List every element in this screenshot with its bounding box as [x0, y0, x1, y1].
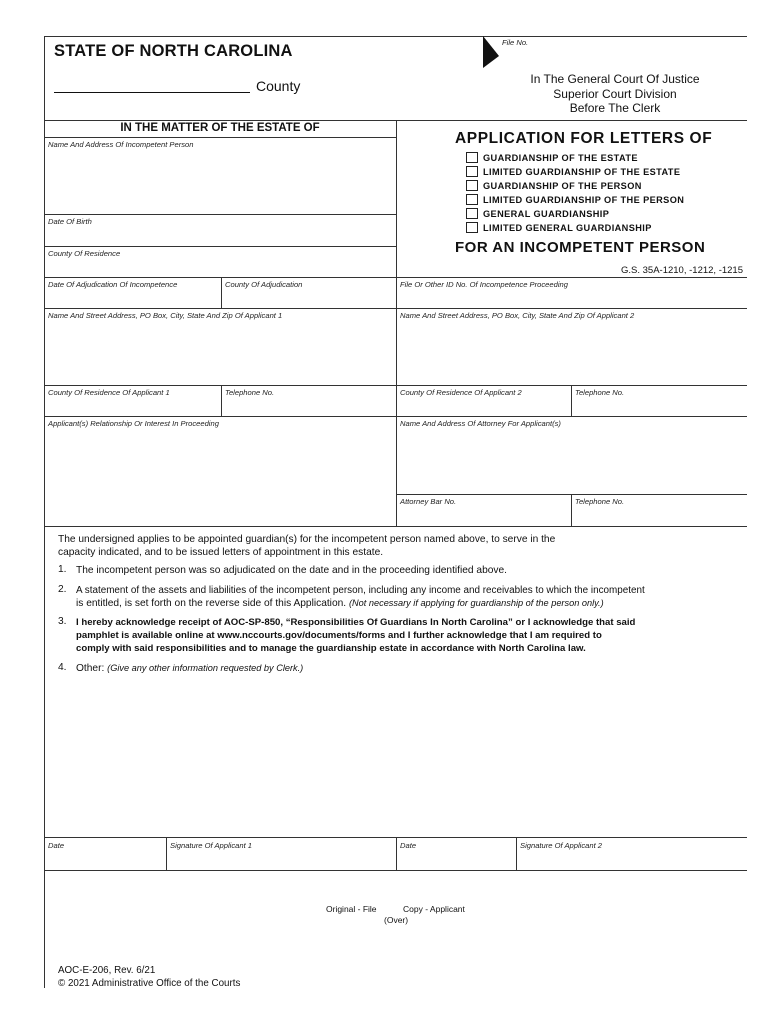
applicant1-phone-divider — [221, 385, 222, 416]
matter-title: IN THE MATTER OF THE ESTATE OF — [120, 122, 320, 134]
center-divider-lower — [396, 277, 397, 526]
relationship-row-line — [44, 416, 747, 417]
attorney-address-label: Name And Address Of Attorney For Applicant(s) — [400, 419, 561, 428]
signature-applicant-1-label: Signature Of Applicant 1 — [170, 841, 253, 850]
county-input-line[interactable] — [54, 92, 250, 93]
applicant2-county-label: County Of Residence Of Applicant 2 — [400, 388, 522, 397]
attorney-phone-label: Telephone No. — [575, 497, 625, 506]
option-label: GUARDIANSHIP OF THE PERSON — [483, 180, 642, 191]
distribution-original: Original - File — [326, 904, 377, 914]
item-4-line — [76, 662, 303, 675]
item-4-text: Other: — [76, 663, 105, 674]
item-3-line-2: pamphlet is available online at www.nccourts.gov/documents/forms and I further acknowledge that I am required to — [76, 630, 602, 641]
court-line-1: In The General Court Of Justice — [530, 72, 700, 86]
checkbox[interactable] — [466, 152, 478, 163]
option-label: LIMITED GUARDIANSHIP OF THE PERSON — [483, 194, 685, 205]
option-label: LIMITED GUARDIANSHIP OF THE ESTATE — [483, 166, 681, 177]
county-label: County — [256, 78, 301, 94]
item-2-note: (Not necessary if applying for guardianship of the person only.) — [348, 598, 604, 608]
item-3-line-3: comply with said responsibilities and to manage the guardianship estate in accordance with North Carolina law. — [76, 643, 586, 654]
item-1-text: The incompetent person was so adjudicated on the date and in the proceeding identified above. — [76, 565, 508, 576]
item-3-number: 3. — [58, 616, 67, 627]
signature-bottom-line — [44, 870, 747, 871]
checkbox[interactable] — [466, 222, 478, 233]
incompetent-name-address-label: Name And Address Of Incompetent Person — [48, 140, 194, 149]
date-1-label: Date — [48, 841, 65, 850]
county-residence-row-line — [44, 246, 396, 247]
item-3-line-1: I hereby acknowledge receipt of AOC-SP-850, “Responsibilities Of Guardians In North Carolina” or I acknowledge that said — [76, 617, 636, 628]
form-left-border — [44, 36, 45, 988]
applicant1-phone-label: Telephone No. — [225, 388, 275, 397]
applicant1-county-label: County Of Residence Of Applicant 1 — [48, 388, 170, 397]
attorney-phone-divider — [571, 494, 572, 526]
state-title: STATE OF NORTH CAROLINA — [54, 42, 293, 60]
center-divider-upper — [396, 120, 397, 277]
file-no-label: File No. — [502, 38, 529, 47]
form-id: AOC-E-206, Rev. 6/21 — [58, 965, 156, 976]
item-1-number: 1. — [58, 564, 67, 575]
intro-line-1: The undersigned applies to be appointed guardian(s) for the incompetent person named above, to serve in the — [58, 534, 556, 545]
file-id-label: File Or Other ID No. Of Incompetence Proceeding — [400, 280, 568, 289]
applicant2-phone-divider — [571, 385, 572, 416]
signature-applicant-2-label: Signature Of Applicant 2 — [520, 841, 603, 850]
dob-row-line — [44, 214, 396, 215]
item-2-number: 2. — [58, 584, 67, 595]
option-limited-guardianship-estate[interactable] — [466, 165, 680, 178]
date-2-label: Date — [400, 841, 417, 850]
option-label: GUARDIANSHIP OF THE ESTATE — [483, 152, 638, 163]
applicant2-address-label: Name And Street Address, PO Box, City, State And Zip Of Applicant 2 — [400, 311, 635, 320]
checkbox[interactable] — [466, 194, 478, 205]
item-2-line-2 — [76, 597, 604, 610]
checkbox[interactable] — [466, 180, 478, 191]
option-limited-guardianship-person[interactable] — [466, 193, 684, 206]
adjudication-divider — [221, 277, 222, 308]
sig-center-divider — [396, 837, 397, 870]
application-title: APPLICATION FOR LETTERS OF — [455, 130, 713, 147]
copyright: © 2021 Administrative Office of the Courts — [58, 978, 241, 989]
option-guardianship-estate[interactable] — [466, 151, 638, 164]
matter-title-underline — [44, 137, 396, 138]
relationship-label: Applicant(s) Relationship Or Interest In Proceeding — [48, 419, 219, 428]
over-note: (Over) — [384, 915, 409, 925]
statute-reference: G.S. 35A-1210, -1212, -1215 — [621, 265, 743, 276]
sig2-divider — [516, 837, 517, 870]
checkbox[interactable] — [466, 166, 478, 177]
applicant2-phone-label: Telephone No. — [575, 388, 625, 397]
item-2-line-1: A statement of the assets and liabilities of the incompetent person, including any income and receivables to which the incompetent — [76, 585, 645, 596]
option-limited-general-guardianship[interactable] — [466, 221, 652, 234]
dob-label: Date Of Birth — [48, 217, 92, 226]
item-4-note: (Give any other information requested by Clerk.) — [107, 663, 304, 673]
option-general-guardianship[interactable] — [466, 207, 609, 220]
body-top-line — [44, 526, 747, 527]
sig1-divider — [166, 837, 167, 870]
applicant-county-row-line — [44, 385, 747, 386]
item-4-number: 4. — [58, 662, 67, 673]
option-guardianship-person[interactable] — [466, 179, 642, 192]
application-subtitle: FOR AN INCOMPETENT PERSON — [455, 239, 706, 256]
intro-line-2: capacity indicated, and to be issued letters of appointment in this estate. — [58, 547, 384, 558]
attorney-bar-label: Attorney Bar No. — [400, 497, 457, 506]
item-2-line-2-text: is entitled, is set forth on the reverse side of this Application. — [76, 598, 347, 609]
option-label: LIMITED GENERAL GUARDIANSHIP — [483, 222, 652, 233]
court-line-3: Before The Clerk — [569, 101, 661, 115]
distribution-copy: Copy - Applicant — [403, 904, 465, 914]
applicant-address-row-line — [44, 308, 747, 309]
applicant1-address-label: Name And Street Address, PO Box, City, State And Zip Of Applicant 1 — [48, 311, 283, 320]
form-top-border — [44, 36, 747, 37]
file-no-marker-icon — [483, 36, 499, 68]
option-label: GENERAL GUARDIANSHIP — [483, 208, 610, 219]
court-line-2: Superior Court Division — [553, 87, 677, 101]
adjudication-county-label: County Of Adjudication — [225, 280, 303, 289]
adjudication-date-label: Date Of Adjudication Of Incompetence — [48, 280, 178, 289]
county-residence-label: County Of Residence — [48, 249, 121, 258]
checkbox[interactable] — [466, 208, 478, 219]
